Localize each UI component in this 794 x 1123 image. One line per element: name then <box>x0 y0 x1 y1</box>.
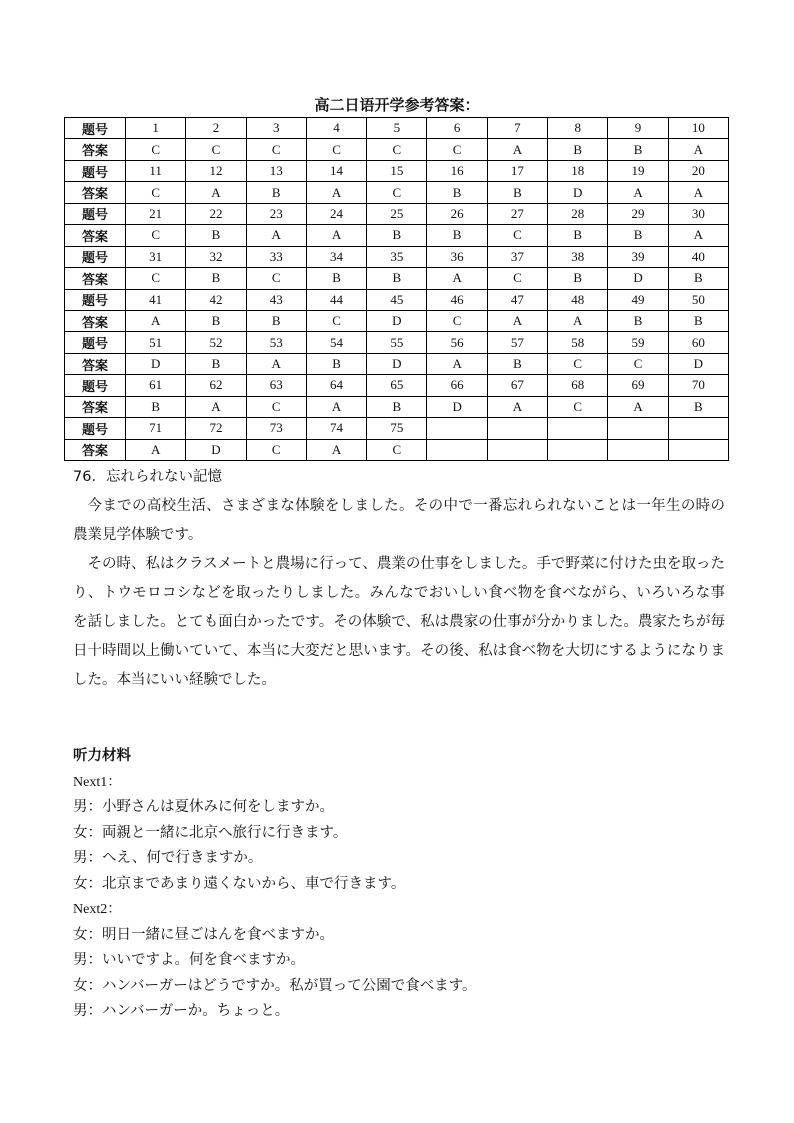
answer-cell: B <box>186 310 246 331</box>
question-number-cell: 20 <box>668 160 728 181</box>
question-number-cell: 45 <box>367 289 427 310</box>
answer-cell: C <box>427 310 487 331</box>
question-number-cell: 33 <box>246 246 306 267</box>
essay-paragraph: 今までの高校生活、さまざまな体験をしました。その中で一番忘れられないことは一年生の時の農業見学体験です。 <box>73 498 725 543</box>
question-number-row <box>65 118 729 139</box>
answer-row <box>65 225 729 246</box>
answer-cell: B <box>608 225 668 246</box>
question-number-cell: 34 <box>306 246 366 267</box>
question-number-cell <box>427 418 487 439</box>
question-number-cell: 38 <box>548 246 608 267</box>
answer-cell: C <box>186 139 246 160</box>
question-number-cell <box>668 418 728 439</box>
question-number-cell: 65 <box>367 375 427 396</box>
answer-cell: A <box>427 268 487 289</box>
question-number-row <box>65 332 729 353</box>
question-number-cell: 71 <box>126 418 186 439</box>
answer-cell: B <box>668 310 728 331</box>
answer-cell: C <box>367 139 427 160</box>
question-number-cell: 2 <box>186 118 246 139</box>
question-number-cell: 30 <box>668 203 728 224</box>
answer-cell: D <box>608 268 668 289</box>
answer-cell: A <box>668 182 728 203</box>
answer-cell: D <box>126 353 186 374</box>
question-number-row <box>65 289 729 310</box>
answer-label-cell: 答案 <box>65 353 126 374</box>
answer-cell <box>548 439 608 460</box>
listening-section <box>73 744 725 1025</box>
answer-cell: A <box>487 396 547 417</box>
question-number-cell: 8 <box>548 118 608 139</box>
answer-cell: C <box>246 268 306 289</box>
answer-cell <box>487 439 547 460</box>
answer-cell: C <box>548 396 608 417</box>
answer-cell: B <box>487 182 547 203</box>
dialogue-line: 女：明日一緒に昼ごはんを食べますか。 <box>73 926 334 943</box>
question-number-cell: 40 <box>668 246 728 267</box>
answer-label-cell: 答案 <box>65 182 126 203</box>
answer-cell: B <box>246 182 306 203</box>
question-number-cell: 12 <box>186 160 246 181</box>
question-number-cell: 61 <box>126 375 186 396</box>
question-number-row <box>65 246 729 267</box>
question-number-cell: 46 <box>427 289 487 310</box>
answer-row <box>65 396 729 417</box>
answer-cell: C <box>427 139 487 160</box>
question-number-cell: 50 <box>668 289 728 310</box>
question-number-cell: 6 <box>427 118 487 139</box>
question-number-cell: 9 <box>608 118 668 139</box>
section-label: Next1： <box>73 774 122 790</box>
answer-cell: A <box>306 225 366 246</box>
answer-label-cell: 答案 <box>65 268 126 289</box>
answer-cell <box>668 439 728 460</box>
question-number-cell: 19 <box>608 160 668 181</box>
question-number-cell: 62 <box>186 375 246 396</box>
question-label-cell: 题号 <box>65 246 126 267</box>
answer-cell: B <box>367 225 427 246</box>
answer-cell: C <box>608 353 668 374</box>
answer-cell: A <box>306 182 366 203</box>
answer-cell: A <box>427 353 487 374</box>
question-number-cell: 75 <box>367 418 427 439</box>
answer-cell: D <box>367 310 427 331</box>
question-number-cell: 49 <box>608 289 668 310</box>
question-number-cell: 29 <box>608 203 668 224</box>
answer-cell: A <box>487 139 547 160</box>
answer-cell: A <box>668 139 728 160</box>
answer-cell: C <box>548 353 608 374</box>
answer-cell: B <box>548 268 608 289</box>
question-number-cell: 67 <box>487 375 547 396</box>
question-number-cell: 42 <box>186 289 246 310</box>
question-number-cell: 22 <box>186 203 246 224</box>
question-number-cell: 44 <box>306 289 366 310</box>
answer-cell: C <box>367 182 427 203</box>
question-label-cell: 题号 <box>65 203 126 224</box>
answer-cell: A <box>186 396 246 417</box>
question-number-row <box>65 160 729 181</box>
answer-row <box>65 353 729 374</box>
question-number-cell: 5 <box>367 118 427 139</box>
answer-cell: B <box>548 225 608 246</box>
question-label-cell: 题号 <box>65 375 126 396</box>
question-number-cell: 23 <box>246 203 306 224</box>
answer-cell <box>427 439 487 460</box>
question-number-cell: 14 <box>306 160 366 181</box>
question-number-cell: 68 <box>548 375 608 396</box>
answer-cell: A <box>608 182 668 203</box>
answer-cell: B <box>306 353 366 374</box>
answer-cell: C <box>487 268 547 289</box>
answer-cell: C <box>306 139 366 160</box>
answer-cell: B <box>246 310 306 331</box>
question-number-cell: 35 <box>367 246 427 267</box>
question-number-cell: 25 <box>367 203 427 224</box>
answer-label-cell: 答案 <box>65 225 126 246</box>
question-label-cell: 题号 <box>65 418 126 439</box>
question-label-cell: 题号 <box>65 289 126 310</box>
question-number-cell: 60 <box>668 332 728 353</box>
essay-paragraph: その時、私はクラスメートと農場に行って、農業の仕事をしました。手で野菜に付けた虫を取ったり、トウモロコシなどを取ったりしました。みんなでおいしい食べ物を食べながら、いろいろな事を話しました。とても面白かったです。その体験で、私は農家の仕事が分かりました。農家たちが毎日十時間以上働いていて、本当に大変だと思います。その後、私は食べ物を大切にするようになりました。本当にいい経験でした。 <box>73 556 725 688</box>
question-number-cell: 64 <box>306 375 366 396</box>
answer-cell: A <box>186 182 246 203</box>
answer-cell: A <box>306 439 366 460</box>
question-number-cell: 59 <box>608 332 668 353</box>
answer-cell: B <box>608 310 668 331</box>
question-number-cell: 37 <box>487 246 547 267</box>
question-number-cell: 15 <box>367 160 427 181</box>
question-number-cell: 17 <box>487 160 547 181</box>
answer-cell: B <box>668 268 728 289</box>
answer-cell: B <box>186 268 246 289</box>
question-number-cell: 63 <box>246 375 306 396</box>
answer-label-cell: 答案 <box>65 439 126 460</box>
answer-label-cell: 答案 <box>65 139 126 160</box>
question-number-cell: 66 <box>427 375 487 396</box>
question-number-cell: 16 <box>427 160 487 181</box>
answer-label-cell: 答案 <box>65 310 126 331</box>
answer-cell: B <box>367 268 427 289</box>
question-number-cell: 27 <box>487 203 547 224</box>
question-number-cell <box>608 418 668 439</box>
answer-cell: C <box>126 182 186 203</box>
answer-row <box>65 268 729 289</box>
question-number-row <box>65 418 729 439</box>
answer-row <box>65 139 729 160</box>
question-number-cell: 69 <box>608 375 668 396</box>
question-number-cell: 21 <box>126 203 186 224</box>
answer-cell: C <box>126 268 186 289</box>
question-number-cell: 43 <box>246 289 306 310</box>
answer-cell: C <box>246 139 306 160</box>
question-number-cell: 54 <box>306 332 366 353</box>
question-number-cell: 56 <box>427 332 487 353</box>
question-number-row <box>65 375 729 396</box>
question-number-cell: 70 <box>668 375 728 396</box>
question-label-cell: 题号 <box>65 160 126 181</box>
answer-cell: A <box>548 310 608 331</box>
answer-table <box>64 117 729 461</box>
section-label: Next2： <box>73 902 122 917</box>
answer-row <box>65 310 729 331</box>
answer-cell: C <box>306 310 366 331</box>
answer-label-cell: 答案 <box>65 396 126 417</box>
question-number-cell: 10 <box>668 118 728 139</box>
answer-cell: A <box>246 353 306 374</box>
question-number-cell <box>487 418 547 439</box>
question-number-cell: 31 <box>126 246 186 267</box>
question-number-cell: 55 <box>367 332 427 353</box>
dialogue-line: 男：いいですよ。何を食べますか。 <box>73 952 305 968</box>
question-number-cell: 57 <box>487 332 547 353</box>
question-number-cell: 36 <box>427 246 487 267</box>
answer-cell: B <box>548 139 608 160</box>
answer-cell: D <box>427 396 487 417</box>
question-number-cell: 1 <box>126 118 186 139</box>
answer-cell: C <box>126 225 186 246</box>
answer-cell: A <box>487 310 547 331</box>
question-number-cell: 52 <box>186 332 246 353</box>
answer-cell: C <box>246 439 306 460</box>
answer-cell: B <box>306 268 366 289</box>
question-label-cell: 题号 <box>65 332 126 353</box>
answer-cell: A <box>306 396 366 417</box>
answer-cell: B <box>668 396 728 417</box>
question-label-cell: 题号 <box>65 118 126 139</box>
question-number-cell: 39 <box>608 246 668 267</box>
question-number-cell: 32 <box>186 246 246 267</box>
question-number-cell: 73 <box>246 418 306 439</box>
question-number-cell: 26 <box>427 203 487 224</box>
answer-cell: B <box>186 353 246 374</box>
dialogue-line: 女：ハンバーガーはどうですか。私が買って公園で食べます。 <box>73 977 477 994</box>
answer-cell: D <box>186 439 246 460</box>
answer-cell: B <box>186 225 246 246</box>
answer-cell: A <box>608 396 668 417</box>
listening-heading: 听力材料 <box>73 748 131 764</box>
question-number-cell: 7 <box>487 118 547 139</box>
question-number-cell: 4 <box>306 118 366 139</box>
question-number-cell: 72 <box>186 418 246 439</box>
question-number-cell: 41 <box>126 289 186 310</box>
answer-cell: C <box>487 225 547 246</box>
answer-row <box>65 439 729 460</box>
question-number-cell: 13 <box>246 160 306 181</box>
answer-cell: D <box>367 353 427 374</box>
answer-cell <box>608 439 668 460</box>
question-number-cell: 51 <box>126 332 186 353</box>
answer-cell: B <box>367 396 427 417</box>
page-title: 高二日语开学参考答案： <box>314 96 480 114</box>
answer-cell: B <box>427 182 487 203</box>
question-number-cell: 47 <box>487 289 547 310</box>
question-number-cell: 24 <box>306 203 366 224</box>
answer-cell: C <box>126 139 186 160</box>
question-number-cell: 28 <box>548 203 608 224</box>
essay-section <box>73 463 725 695</box>
question-number-cell: 3 <box>246 118 306 139</box>
question-number-cell <box>548 418 608 439</box>
answer-cell: C <box>367 439 427 460</box>
question-number-cell: 11 <box>126 160 186 181</box>
answer-cell: D <box>548 182 608 203</box>
question-number-cell: 48 <box>548 289 608 310</box>
answer-cell: A <box>668 225 728 246</box>
question-number-cell: 53 <box>246 332 306 353</box>
answer-cell: B <box>487 353 547 374</box>
answer-cell: D <box>668 353 728 374</box>
question-number-cell: 58 <box>548 332 608 353</box>
dialogue-line: 男：へえ、何で行きますか。 <box>73 850 263 866</box>
answer-cell: A <box>126 439 186 460</box>
answer-cell: B <box>126 396 186 417</box>
dialogue-line: 男：小野さんは夏休みに何をしますか。 <box>73 799 334 815</box>
answer-cell: A <box>246 225 306 246</box>
answer-cell: C <box>246 396 306 417</box>
dialogue-line: 男：ハンバーガーか。ちょっと。 <box>73 1003 290 1019</box>
answer-row <box>65 182 729 203</box>
question-number-row <box>65 203 729 224</box>
answer-cell: B <box>427 225 487 246</box>
dialogue-line: 女：両親と一緒に北京へ旅行に行きます。 <box>73 824 348 841</box>
question-number-cell: 18 <box>548 160 608 181</box>
answer-cell: A <box>126 310 186 331</box>
answer-cell: B <box>608 139 668 160</box>
essay-title: 76．忘れられない記憶 <box>73 469 222 485</box>
dialogue-line: 女：北京まであまり遠くないから、車で行きます。 <box>73 875 406 892</box>
question-number-cell: 74 <box>306 418 366 439</box>
